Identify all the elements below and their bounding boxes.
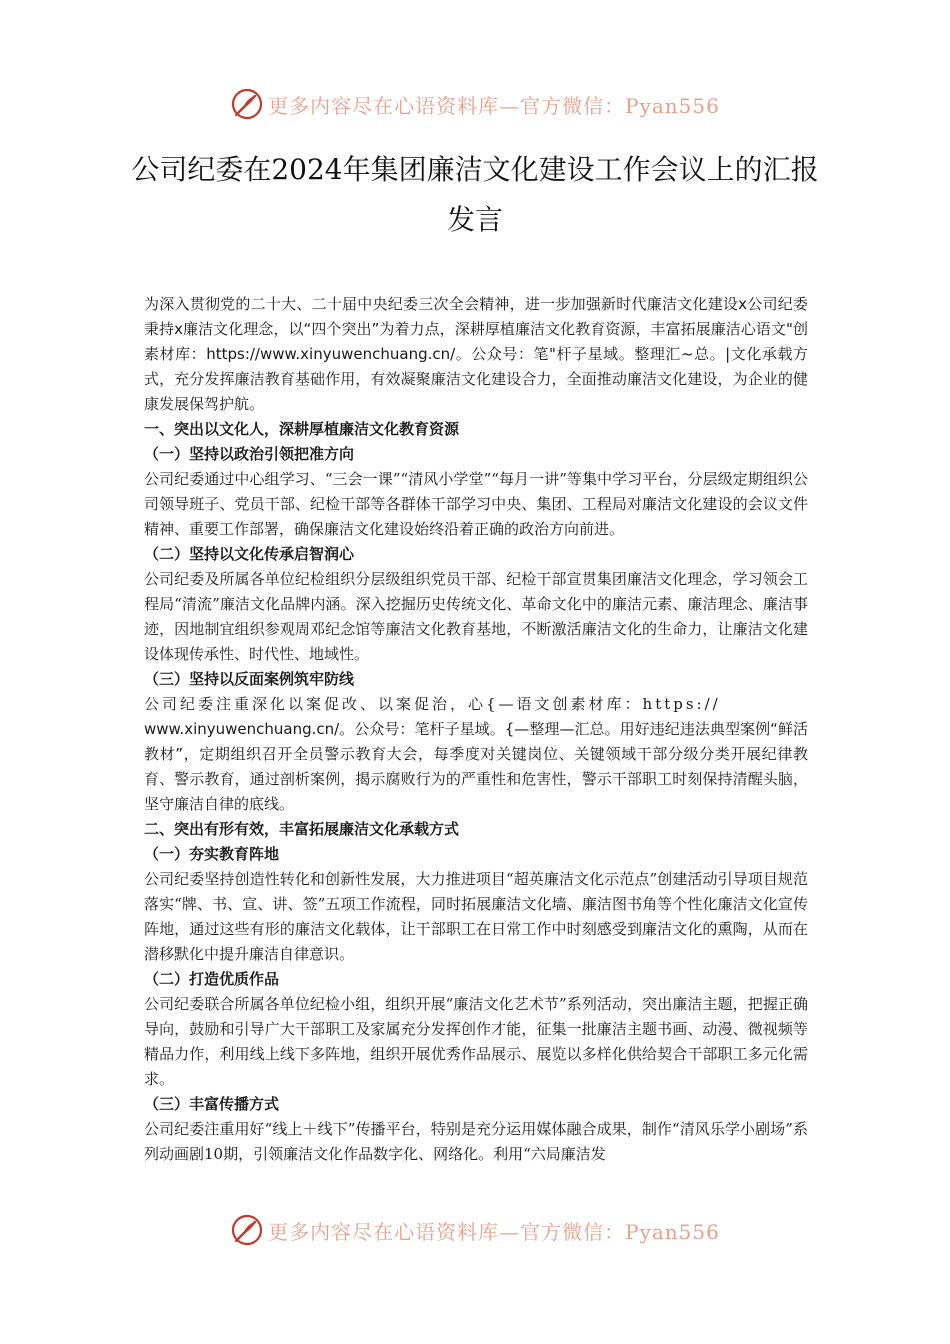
section-2-2-heading: （二）打造优质作品 — [144, 970, 280, 988]
section-1-heading: 一、突出以文化人，深耕厚植廉洁文化教育资源 — [144, 420, 460, 438]
watermark-text: 更多内容尽在心语资料库—官方微信：Pyan556 — [268, 1219, 720, 1244]
section-1-1-paragraph: 公司纪委通过中心组学习、“三会一课”“清风小学堂”“每月一讲”等集中学习平台，分层级定期组织公司领导班子、党员干部、纪检干部等各群体干部学习中央、集团、工程局对廉洁文化建设的会议文件精神、重要工作部署，确保廉洁文化建设始终沿着正确的政治方向前进。 — [144, 470, 808, 538]
section-1-3-first-line: 公司纪委注重深化以案促改、以案促治，心{—语文创素材库：https:// — [144, 695, 721, 713]
document-title: 公司纪委在2024年集团廉洁文化建设工作会议上的汇报发言 — [131, 153, 819, 236]
section-2-1-paragraph: 公司纪委坚持创造性转化和创新性发展，大力推进项目“超英廉洁文化示范点”创建活动引导项目规范落实“牌、书、宣、讲、签”五项工作流程，同时拓展廉洁文化墙、廉洁图书角等个性化廉洁文化宣传阵地，通过这些有形的廉洁文化载体，让干部职工在日常工作中时刻感受到廉洁文化的熏陶，从而在潜移默化中提升廉洁自律意识。 — [144, 870, 808, 963]
document-body — [144, 292, 808, 1167]
section-2-3-heading: （三）丰富传播方式 — [144, 1095, 280, 1113]
section-1-1-heading: （一）坚持以政治引领把准方向 — [144, 445, 355, 463]
footer-watermark-banner — [0, 1210, 950, 1250]
quill-icon — [230, 1213, 264, 1247]
quill-icon — [230, 87, 264, 121]
section-2-3-paragraph: 公司纪委注重用好“线上＋线下”传播平台，特别是充分运用媒体融合成果，制作“清风乐学小剧场”系列动画剧10期，引领廉洁文化作品数字化、网络化。利用“六局廉洁发 — [144, 1120, 808, 1163]
section-1-3-heading: （三）坚持以反面案例筑牢防线 — [144, 670, 355, 688]
section-1-2-heading: （二）坚持以文化传承启智润心 — [144, 545, 355, 563]
section-2-heading: 二、突出有形有效，丰富拓展廉洁文化承载方式 — [144, 820, 460, 838]
watermark-text: 更多内容尽在心语资料库—官方微信：Pyan556 — [268, 93, 720, 118]
section-2-2-paragraph: 公司纪委联合所属各单位纪检小组，组织开展“廉洁文化艺术节”系列活动，突出廉洁主题，把握正确导向，鼓励和引导广大干部职工及家属充分发挥创作才能，征集一批廉洁主题书画、动漫、微视频等精品力作，利用线上线下多阵地，组织开展优秀作品展示、展览以多样化供给契合干部职工多元化需求。 — [144, 995, 808, 1088]
intro-paragraph: 为深入贯彻党的二十大、二十届中央纪委三次全会精神，进一步加强新时代廉洁文化建设x公司纪委秉持x廉洁文化理念，以“四个突出”为着力点，深耕厚植廉洁文化教育资源，丰富拓展廉洁心语文"创素材库：https://www.xinyuwenchuang.cn/。公众号：笔"杆子星域。整理汇~总。|文化承载方式，充分发挥廉洁教育基础作用，有效凝聚廉洁文化建设合力，全面推动廉洁文化建设，为企业的健康发展保驾护航。 — [144, 295, 808, 413]
header-watermark-banner — [0, 84, 950, 124]
section-1-2-paragraph: 公司纪委及所属各单位纪检组织分层级组织党员干部、纪检干部宣贯集团廉洁文化理念，学习领会工程局“清流”廉洁文化品牌内涵。深入挖掘历史传统文化、革命文化中的廉洁元素、廉洁理念、廉洁事迹，因地制宜组织参观周邓纪念馆等廉洁文化教育基地，不断激活廉洁文化的生命力，让廉洁文化建设体现传承性、时代性、地域性。 — [144, 570, 808, 663]
section-2-1-heading: （一）夯实教育阵地 — [144, 845, 280, 863]
section-1-3-paragraph: www.xinyuwenchuang.cn/。公众号：笔杆子星域。{—整理—汇总。用好违纪违法典型案例“鲜活教材”，定期组织召开全员警示教育大会，每季度对关键岗位、关键领域干部分级分类开展纪律教育、警示教育，通过剖析案例，揭示腐败行为的严重性和危害性，警示干部职工时刻保持清醒头脑，坚守廉洁自律的底线。 — [144, 720, 808, 813]
